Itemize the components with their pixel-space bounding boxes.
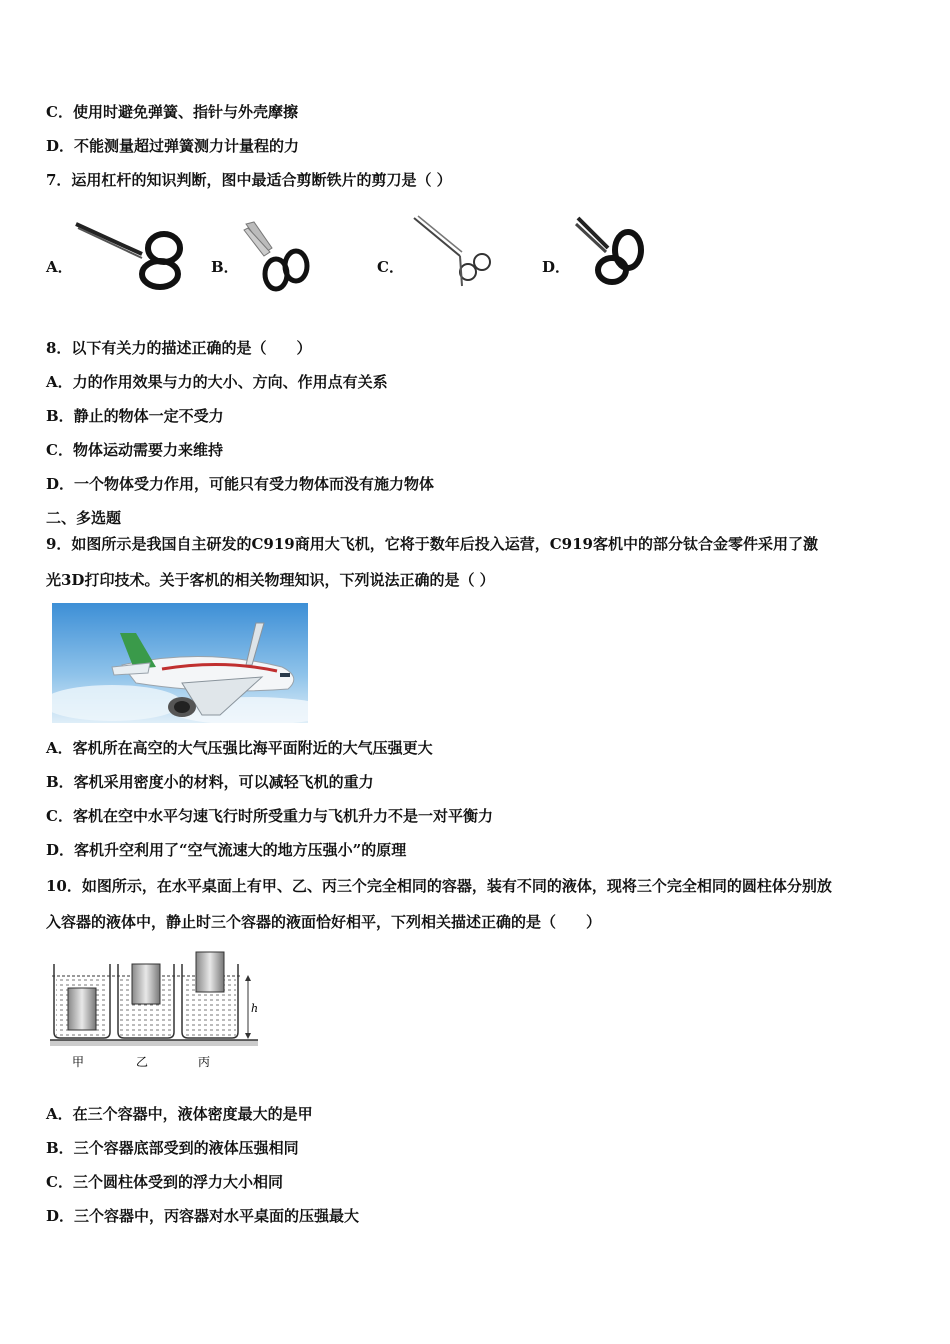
section-heading: 二、多选题 — [46, 509, 122, 527]
q9-option-d: D．客机升空利用了“空气流速大的地方压强小”的原理 — [46, 841, 407, 859]
q8-stem: 8．以下有关力的描述正确的是（ ） — [46, 339, 312, 357]
q9-option-c: C．客机在空中水平匀速飞行时所受重力与飞机升力不是一对平衡力 — [46, 807, 493, 825]
label-jia: 甲 — [72, 1055, 85, 1069]
label-yi: 乙 — [136, 1055, 149, 1069]
q7-label-c: C． — [377, 258, 404, 276]
q10-option-b: B．三个容器底部受到的液体压强相同 — [46, 1139, 299, 1157]
q10-stem-line1: 10．如图所示，在水平桌面上有甲、乙、丙三个完全相同的容器，装有不同的液体，现将三个完全相同的圆柱体分别放 — [46, 877, 832, 895]
q10-option-d: D．三个容器中，丙容器对水平桌面的压强最大 — [46, 1207, 360, 1225]
q9-option-b: B．客机采用密度小的材料，可以减轻飞机的重力 — [46, 773, 374, 791]
q9-stem-line2: 光3D打印技术。关于客机的相关物理知识，下列说法正确的是（ ） — [46, 571, 495, 589]
q9-option-a: A．客机所在高空的大气压强比海平面附近的大气压强更大 — [46, 739, 433, 757]
q6-option-c: C．使用时避免弹簧、指针与外壳摩擦 — [46, 103, 298, 121]
q10-option-c: C．三个圆柱体受到的浮力大小相同 — [46, 1173, 283, 1191]
label-bing: 丙 — [198, 1055, 211, 1069]
scissors-d-icon — [572, 214, 654, 292]
scissors-c-icon — [410, 214, 496, 290]
scissors-a-icon — [72, 218, 184, 292]
q7-stem: 7．运用杠杆的知识判断，图中最适合剪断铁片的剪刀是（ ） — [46, 171, 452, 189]
q7-label-b: B． — [211, 258, 239, 276]
q7-label-a: A． — [46, 258, 73, 276]
q6-option-d: D．不能测量超过弹簧测力计量程的力 — [46, 137, 300, 155]
containers-diagram — [48, 948, 262, 1074]
q8-option-a: A．力的作用效果与力的大小、方向、作用点有关系 — [46, 373, 388, 391]
h-label: h — [251, 1002, 259, 1015]
q8-option-b: B．静止的物体一定不受力 — [46, 407, 224, 425]
q9-stem-line1: 9．如图所示是我国自主研发的C919商用大飞机，它将于数年后投入运营，C919客机中的部分钛合金零件采用了激 — [46, 535, 818, 553]
q10-stem-line2: 入容器的液体中，静止时三个容器的液面恰好相平，下列相关描述正确的是（ ） — [46, 913, 602, 931]
q10-option-a: A．在三个容器中，液体密度最大的是甲 — [46, 1105, 313, 1123]
airplane-image — [52, 603, 308, 723]
q8-option-c: C．物体运动需要力来维持 — [46, 441, 223, 459]
q7-label-d: D． — [542, 258, 571, 276]
q8-option-d: D．一个物体受力作用，可能只有受力物体而没有施力物体 — [46, 475, 435, 493]
scissors-b-icon — [240, 218, 312, 294]
